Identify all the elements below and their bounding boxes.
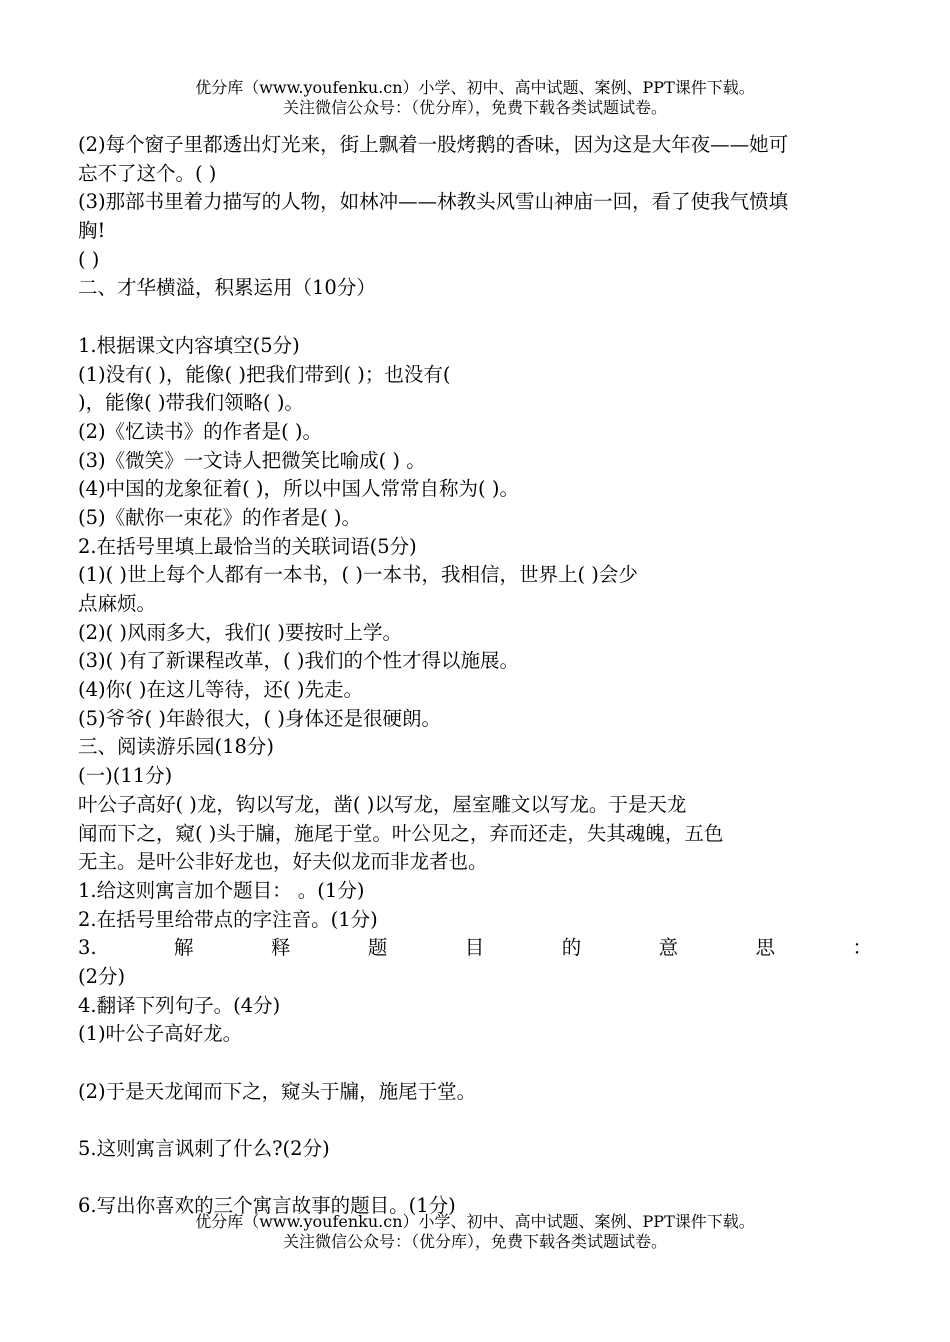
text-line: (3)《微笑》一文诗人把微笑比喻成( ) 。 xyxy=(78,448,426,472)
justified-char: 目 xyxy=(464,936,485,960)
text-line: (3)( )有了新课程改革，( )我们的个性才得以施展。 xyxy=(78,649,519,673)
question-heading: 2.在括号里填上最恰当的关联词语(5分) xyxy=(78,534,417,558)
justified-char: 释 xyxy=(270,936,291,960)
text-line: (1)没有( )，能像( )把我们带到( )；也没有( xyxy=(78,362,451,386)
justified-char: 的 xyxy=(561,936,582,960)
spacer xyxy=(78,303,872,332)
question-line: 4.翻译下列句子。(4分) xyxy=(78,993,281,1017)
text-line: (2)《忆读书》的作者是( )。 xyxy=(78,419,323,443)
text-line: (2分) xyxy=(78,964,126,988)
header-line-1: 优分库（www.youfenku.cn）小学、初中、高中试题、案例、PPT课件下载。 xyxy=(195,78,755,97)
justified-char: 意 xyxy=(658,936,679,960)
text-line: (2)( )风雨多大，我们( )要按时上学。 xyxy=(78,620,402,644)
answer-space xyxy=(78,1164,872,1193)
question-heading: 1.根据课文内容填空(5分) xyxy=(78,333,300,357)
subsection-heading: (一)(11分) xyxy=(78,764,173,788)
justified-char: ： xyxy=(852,936,872,960)
text-line: (5)爷爷( )年龄很大，( )身体还是很硬朗。 xyxy=(78,706,441,730)
question-line: 5.这则寓言讽刺了什么?(2分) xyxy=(78,1137,330,1161)
question-line-justified xyxy=(78,934,872,963)
footer-line-1: 优分库（www.youfenku.cn）小学、初中、高中试题、案例、PPT课件下载。 xyxy=(195,1212,755,1231)
page-header xyxy=(0,78,950,118)
question-line: 2.在括号里给带点的字注音。(1分) xyxy=(78,907,378,931)
text-line: (2)于是天龙闻而下之，窥头于牖，施尾于堂。 xyxy=(78,1079,477,1103)
text-line: (1)叶公子高好龙。 xyxy=(78,1022,243,1046)
text-line: (5)《献你一束花》的作者是( )。 xyxy=(78,505,362,529)
passage-line: 叶公子高好( )龙，钩以写龙，凿( )以写龙，屋室雕文以写龙。于是天龙 xyxy=(78,792,687,816)
document-body xyxy=(78,131,872,1221)
question-line: 1.给这则寓言加个题目： 。(1分) xyxy=(78,878,365,902)
text-line: (2)每个窗子里都透出灯光来，街上飘着一股烤鹅的香味，因为这是大年夜——她可 xyxy=(78,133,789,156)
text-line: (1)( )世上每个人都有一本书，( )一本书，我相信，世界上( )会少 xyxy=(78,563,638,587)
footer-line-2: 关注微信公众号：（优分库），免费下载各类试题试卷。 xyxy=(282,1232,667,1251)
text-line: (3)那部书里着力描写的人物，如林冲——林教头风雪山神庙一回，看了使我气愤填 xyxy=(78,190,789,214)
section-heading: 三、阅读游乐园(18分) xyxy=(78,735,275,759)
justified-char: 解 xyxy=(174,936,194,960)
page-footer xyxy=(0,1212,950,1252)
justified-char: 题 xyxy=(367,936,388,960)
passage-line: 闻而下之，窥( )头于牖，施尾于堂。叶公见之，弃而还走，失其魂魄，五色 xyxy=(78,821,724,845)
text-line: 点麻烦。 xyxy=(78,592,157,615)
passage-line: 无主。是叶公非好龙也，好夫似龙而非龙者也。 xyxy=(78,850,488,874)
question-line: 6.写出你喜欢的三个寓言故事的题目。(1分) xyxy=(78,1194,456,1218)
text-line: 忘不了这个。( ) xyxy=(78,161,217,185)
answer-space xyxy=(78,1106,872,1135)
justified-char: 思 xyxy=(755,936,776,960)
text-line: 胸! xyxy=(78,219,106,243)
header-line-2: 关注微信公众号：（优分库），免费下载各类试题试卷。 xyxy=(282,98,667,117)
text-line: )，能像( )带我们领略( )。 xyxy=(78,391,304,415)
answer-space xyxy=(78,1049,872,1078)
justified-char: 3. xyxy=(78,936,97,960)
text-line: (4)你( )在这儿等待，还( )先走。 xyxy=(78,678,363,702)
section-heading: 二、才华横溢，积累运用（10分） xyxy=(78,276,376,300)
text-line: ( ) xyxy=(78,247,100,271)
text-line: (4)中国的龙象征着( )，所以中国人常常自称为( )。 xyxy=(78,477,519,501)
